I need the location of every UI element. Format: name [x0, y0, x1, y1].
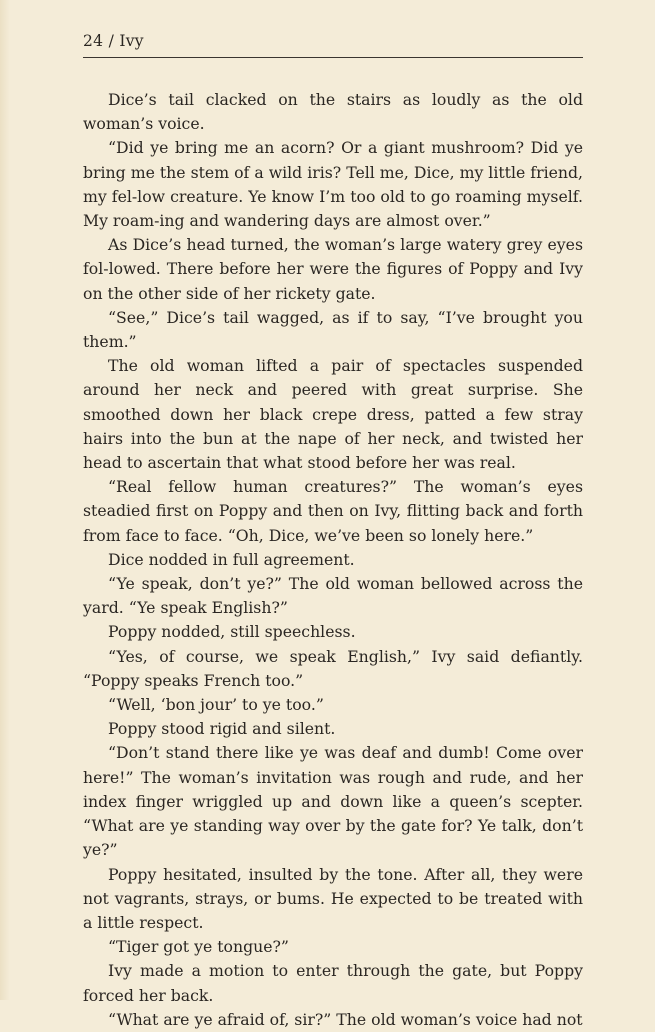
paragraph: Poppy stood rigid and silent. — [108, 719, 336, 739]
paragraph: Poppy hesitated, insulted by the tone. After all, they were not vagrants, strays, or bums. He expected to be treated with a little respect. — [83, 864, 583, 932]
paragraph: “What are ye afraid of, sir?” The old woman’s voice had not — [108, 1009, 583, 1029]
paragraph: “Don’t stand there like ye was deaf and dumb! Come over here!” The woman’s invitation was rough and rude, and her index finger wriggled up and down like a queen’s scepter. “What are ye standing way over by the gate for? Ye talk, don’t ye?” — [83, 743, 583, 860]
paragraph: “Tiger got ye tongue?” — [108, 937, 289, 957]
paragraph: Ivy made a motion to enter through the gate, but Poppy forced her back. — [83, 961, 583, 1005]
paragraph: “See,” Dice’s tail wagged, as if to say, “I’ve brought you them.” — [83, 307, 583, 352]
running-title: Ivy — [119, 32, 144, 50]
running-header — [83, 32, 583, 50]
paragraph: “Yes, of course, we speak English,” Ivy said defiantly. “Poppy speaks French too.” — [83, 646, 583, 690]
paragraph: “Ye speak, don’t ye?” The old woman bellowed across the yard. “Ye speak English?” — [83, 574, 583, 618]
paragraph: The old woman lifted a pair of spectacles suspended around her neck and peered with great surprise. She smoothed down her black crepe dress, patted a few stray hairs into the bun at the nape of her neck, and twisted her head to ascertain that what stood before her was real. — [83, 356, 583, 473]
paragraph: As Dice’s head turned, the woman’s large watery grey eyes fol-lowed. There before her were the figures of Poppy and Ivy on the other side of her rickety gate. — [83, 235, 583, 303]
header-separator: / — [108, 32, 115, 50]
paragraph: Poppy nodded, still speechless. — [108, 622, 356, 642]
paragraph: Dice nodded in full agreement. — [108, 549, 355, 569]
header-rule — [83, 57, 583, 58]
paragraph: Dice’s tail clacked on the stairs as loudly as the old woman’s voice. — [83, 90, 583, 134]
paragraph: “Did ye bring me an acorn? Or a giant mushroom? Did ye bring me the stem of a wild iris? Tell me, Dice, my little friend, my fel-low creature. Ye know I’m too old to go roaming myself. My roam-ing and wandering days are almost over.” — [83, 138, 583, 231]
paragraph: “Real fellow human creatures?” The woman’s eyes steadied first on Poppy and then on Ivy, flitting back and forth from face to face. “Oh, Dice, we’ve been so lonely here.” — [83, 477, 583, 545]
page-gutter-shading — [0, 0, 10, 1000]
page-number: 24 — [83, 32, 104, 50]
body-text — [83, 88, 583, 1032]
paragraph: “Well, ‘bon jour’ to ye too.” — [108, 695, 324, 715]
